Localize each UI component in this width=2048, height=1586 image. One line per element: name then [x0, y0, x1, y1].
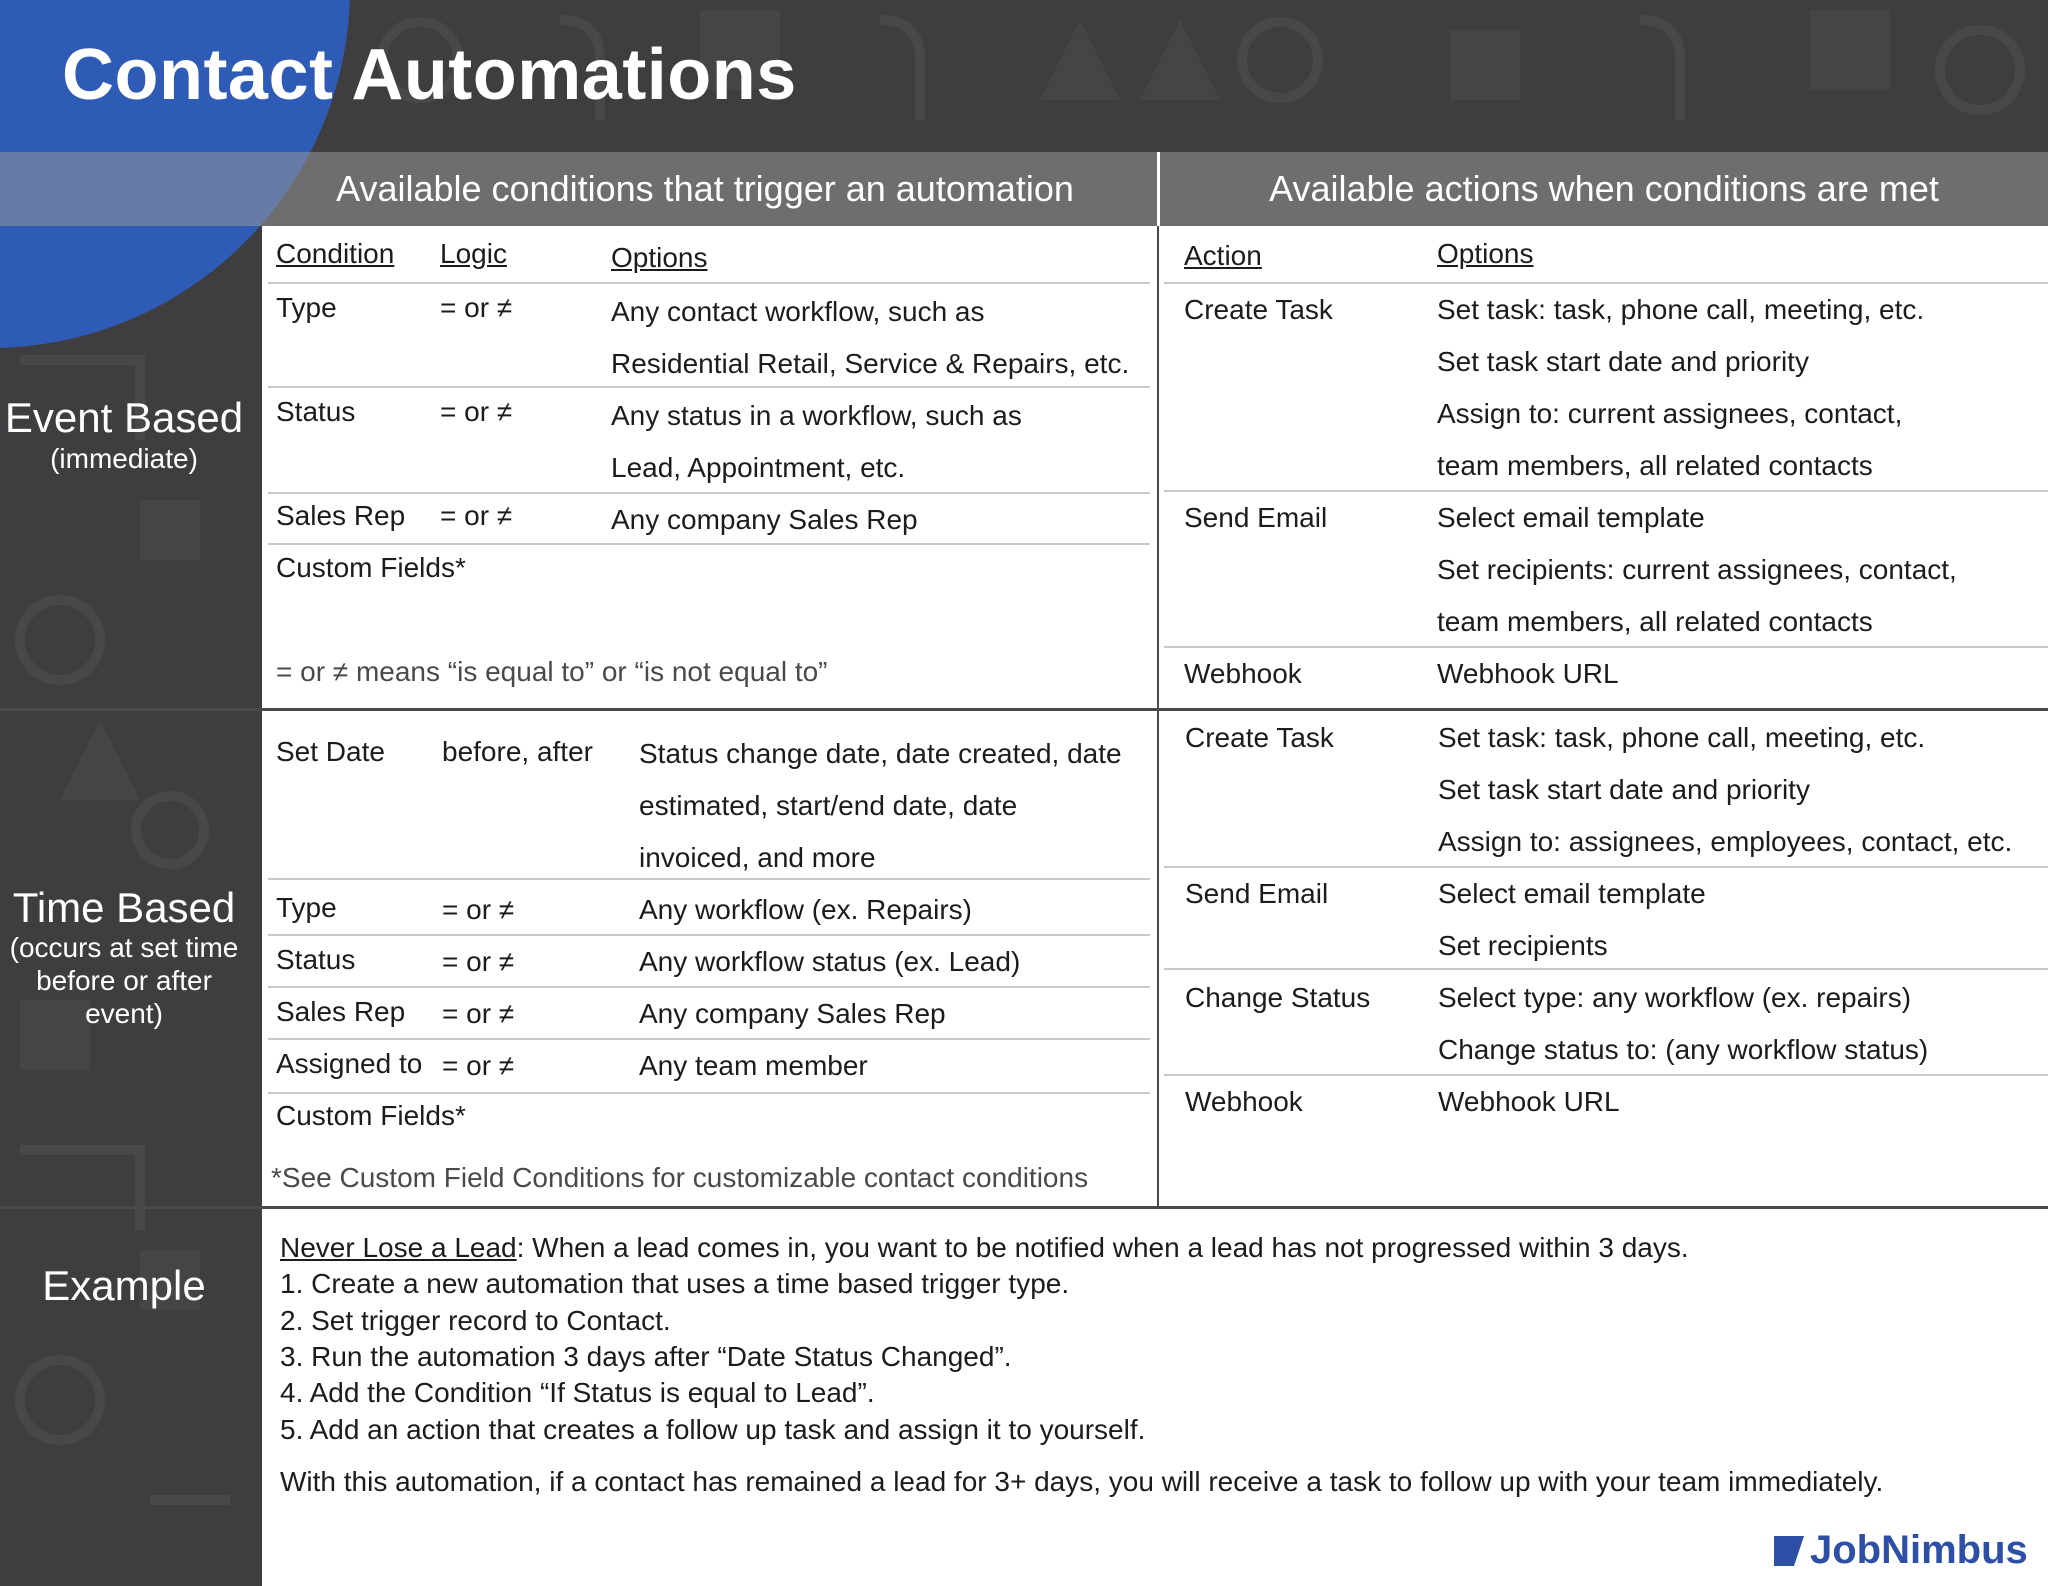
time-based-label: Time Based [12, 884, 236, 931]
row-divider [1164, 282, 2048, 284]
send-email-option-1: Select email template [1437, 502, 1705, 533]
logic-type: = or ≠ [440, 292, 513, 323]
example-step: 1. Create a new automation that uses a time based trigger type. [280, 1268, 1070, 1299]
example-step: 2. Set trigger record to Contact. [280, 1305, 671, 1336]
logic-type: = or ≠ [442, 894, 515, 925]
create-task-option-1: Set task: task, phone call, meeting, etc. [1437, 294, 1925, 325]
page-title: Contact Automations [62, 35, 797, 115]
section-divider-time-example [0, 1206, 2048, 1209]
option-status-1: Any status in a workflow, such as [611, 400, 1022, 431]
event-based-sublabel: (immediate) [50, 443, 198, 474]
example-step: 4. Add the Condition “If Status is equal to Lead”. [280, 1377, 875, 1408]
logic-set-date: before, after [442, 736, 593, 767]
row-divider [268, 1092, 1150, 1094]
option-type-1: Any contact workflow, such as [611, 296, 985, 327]
option-type: Any workflow (ex. Repairs) [639, 894, 972, 925]
row-divider [268, 878, 1150, 880]
action-send-email: Send Email [1184, 502, 1328, 533]
condition-assigned-to: Assigned to [276, 1048, 423, 1079]
option-sales-rep: Any company Sales Rep [611, 504, 918, 535]
action-webhook: Webhook [1184, 658, 1302, 689]
header-options: Options [611, 242, 708, 273]
condition-custom-fields: Custom Fields* [276, 552, 466, 583]
header-action-options: Options [1437, 238, 1534, 269]
condition-set-date: Set Date [276, 736, 385, 767]
action-create-task: Create Task [1184, 294, 1333, 325]
column-divider [1157, 226, 1159, 1208]
logo-wordmark: JobNimbus [1810, 1528, 2028, 1572]
example-closing: With this automation, if a contact has remained a lead for 3+ days, you will receive a task to follow up with your team immediately. [280, 1466, 1884, 1497]
actions-heading: Available actions when conditions are met [1269, 168, 1939, 209]
example-step: 5. Add an action that creates a follow up task and assign it to yourself. [280, 1414, 1146, 1445]
row-divider [268, 543, 1150, 545]
section-divider-event-time [0, 708, 2048, 711]
create-task-option-1: Set task: task, phone call, meeting, etc. [1438, 722, 1926, 753]
header-logic: Logic [440, 238, 507, 269]
row-divider [1164, 646, 2048, 648]
logic-note: = or ≠ means “is equal to” or “is not equal to” [276, 656, 828, 687]
row-divider [268, 492, 1150, 494]
create-task-option-4: team members, all related contacts [1437, 450, 1873, 481]
row-divider [268, 934, 1150, 936]
option-status: Any workflow status (ex. Lead) [639, 946, 1021, 977]
action-send-email: Send Email [1185, 878, 1329, 909]
create-task-option-2: Set task start date and priority [1438, 774, 1810, 805]
action-change-status: Change Status [1185, 982, 1371, 1013]
option-assigned-to: Any team member [639, 1050, 868, 1081]
row-divider [268, 386, 1150, 388]
condition-sales-rep: Sales Rep [276, 996, 406, 1027]
send-email-option-2: Set recipients [1438, 930, 1608, 961]
create-task-option-3: Assign to: current assignees, contact, [1437, 398, 1903, 429]
send-email-option-1: Select email template [1438, 878, 1706, 909]
condition-status: Status [276, 944, 356, 975]
logic-sales-rep: = or ≠ [440, 500, 513, 531]
logic-status: = or ≠ [442, 946, 515, 977]
option-set-date-3: invoiced, and more [639, 842, 876, 873]
example-heading [280, 1232, 1689, 1264]
option-sales-rep: Any company Sales Rep [639, 998, 946, 1029]
header-action: Action [1184, 240, 1262, 271]
condition-sales-rep: Sales Rep [276, 500, 406, 531]
change-status-option-1: Select type: any workflow (ex. repairs) [1438, 982, 1912, 1013]
option-status-2: Lead, Appointment, etc. [611, 452, 906, 483]
event-based-label: Event Based [4, 394, 244, 441]
conditions-heading: Available conditions that trigger an automation [336, 168, 1074, 209]
webhook-option: Webhook URL [1437, 658, 1619, 689]
action-webhook: Webhook [1185, 1086, 1303, 1117]
header-condition: Condition [276, 238, 395, 269]
option-type-2: Residential Retail, Service & Repairs, etc. [611, 348, 1130, 379]
time-based-sublabel-3: event) [85, 998, 163, 1029]
row-divider [1164, 1074, 2048, 1076]
send-email-option-3: team members, all related contacts [1437, 606, 1873, 637]
example-label: Example [42, 1262, 206, 1309]
example-step: 3. Run the automation 3 days after “Date Status Changed”. [280, 1341, 1012, 1372]
jobnimbus-mark-icon [1772, 1534, 1806, 1568]
row-divider [1164, 490, 2048, 492]
row-divider [268, 986, 1150, 988]
row-divider [1164, 968, 2048, 970]
condition-status: Status [276, 396, 356, 427]
condition-type: Type [276, 892, 337, 923]
logic-sales-rep: = or ≠ [442, 998, 515, 1029]
row-divider [268, 282, 1150, 284]
option-set-date-1: Status change date, date created, date [639, 738, 1122, 769]
example-title: Never Lose a Lead [280, 1232, 517, 1263]
custom-field-note: *See Custom Field Conditions for customizable contact conditions [271, 1162, 1089, 1193]
option-set-date-2: estimated, start/end date, date [639, 790, 1018, 821]
time-based-sublabel-2: before or after [36, 965, 212, 996]
example-heading-text: : When a lead comes in, you want to be notified when a lead has not progressed within 3 days. [516, 1232, 1689, 1263]
create-task-option-2: Set task start date and priority [1437, 346, 1809, 377]
webhook-option: Webhook URL [1438, 1086, 1620, 1117]
time-based-sublabel-1: (occurs at set time [9, 932, 239, 963]
condition-type: Type [276, 292, 337, 323]
send-email-option-2: Set recipients: current assignees, contact, [1437, 554, 1957, 585]
condition-custom-fields: Custom Fields* [276, 1100, 466, 1131]
change-status-option-2: Change status to: (any workflow status) [1438, 1034, 1929, 1065]
action-create-task: Create Task [1185, 722, 1334, 753]
logic-assigned-to: = or ≠ [442, 1050, 515, 1081]
logic-status: = or ≠ [440, 396, 513, 427]
create-task-option-3: Assign to: assignees, employees, contact, etc. [1438, 826, 2013, 857]
jobnimbus-logo [1772, 1528, 2028, 1573]
row-divider [268, 1038, 1150, 1040]
row-divider [1164, 866, 2048, 868]
